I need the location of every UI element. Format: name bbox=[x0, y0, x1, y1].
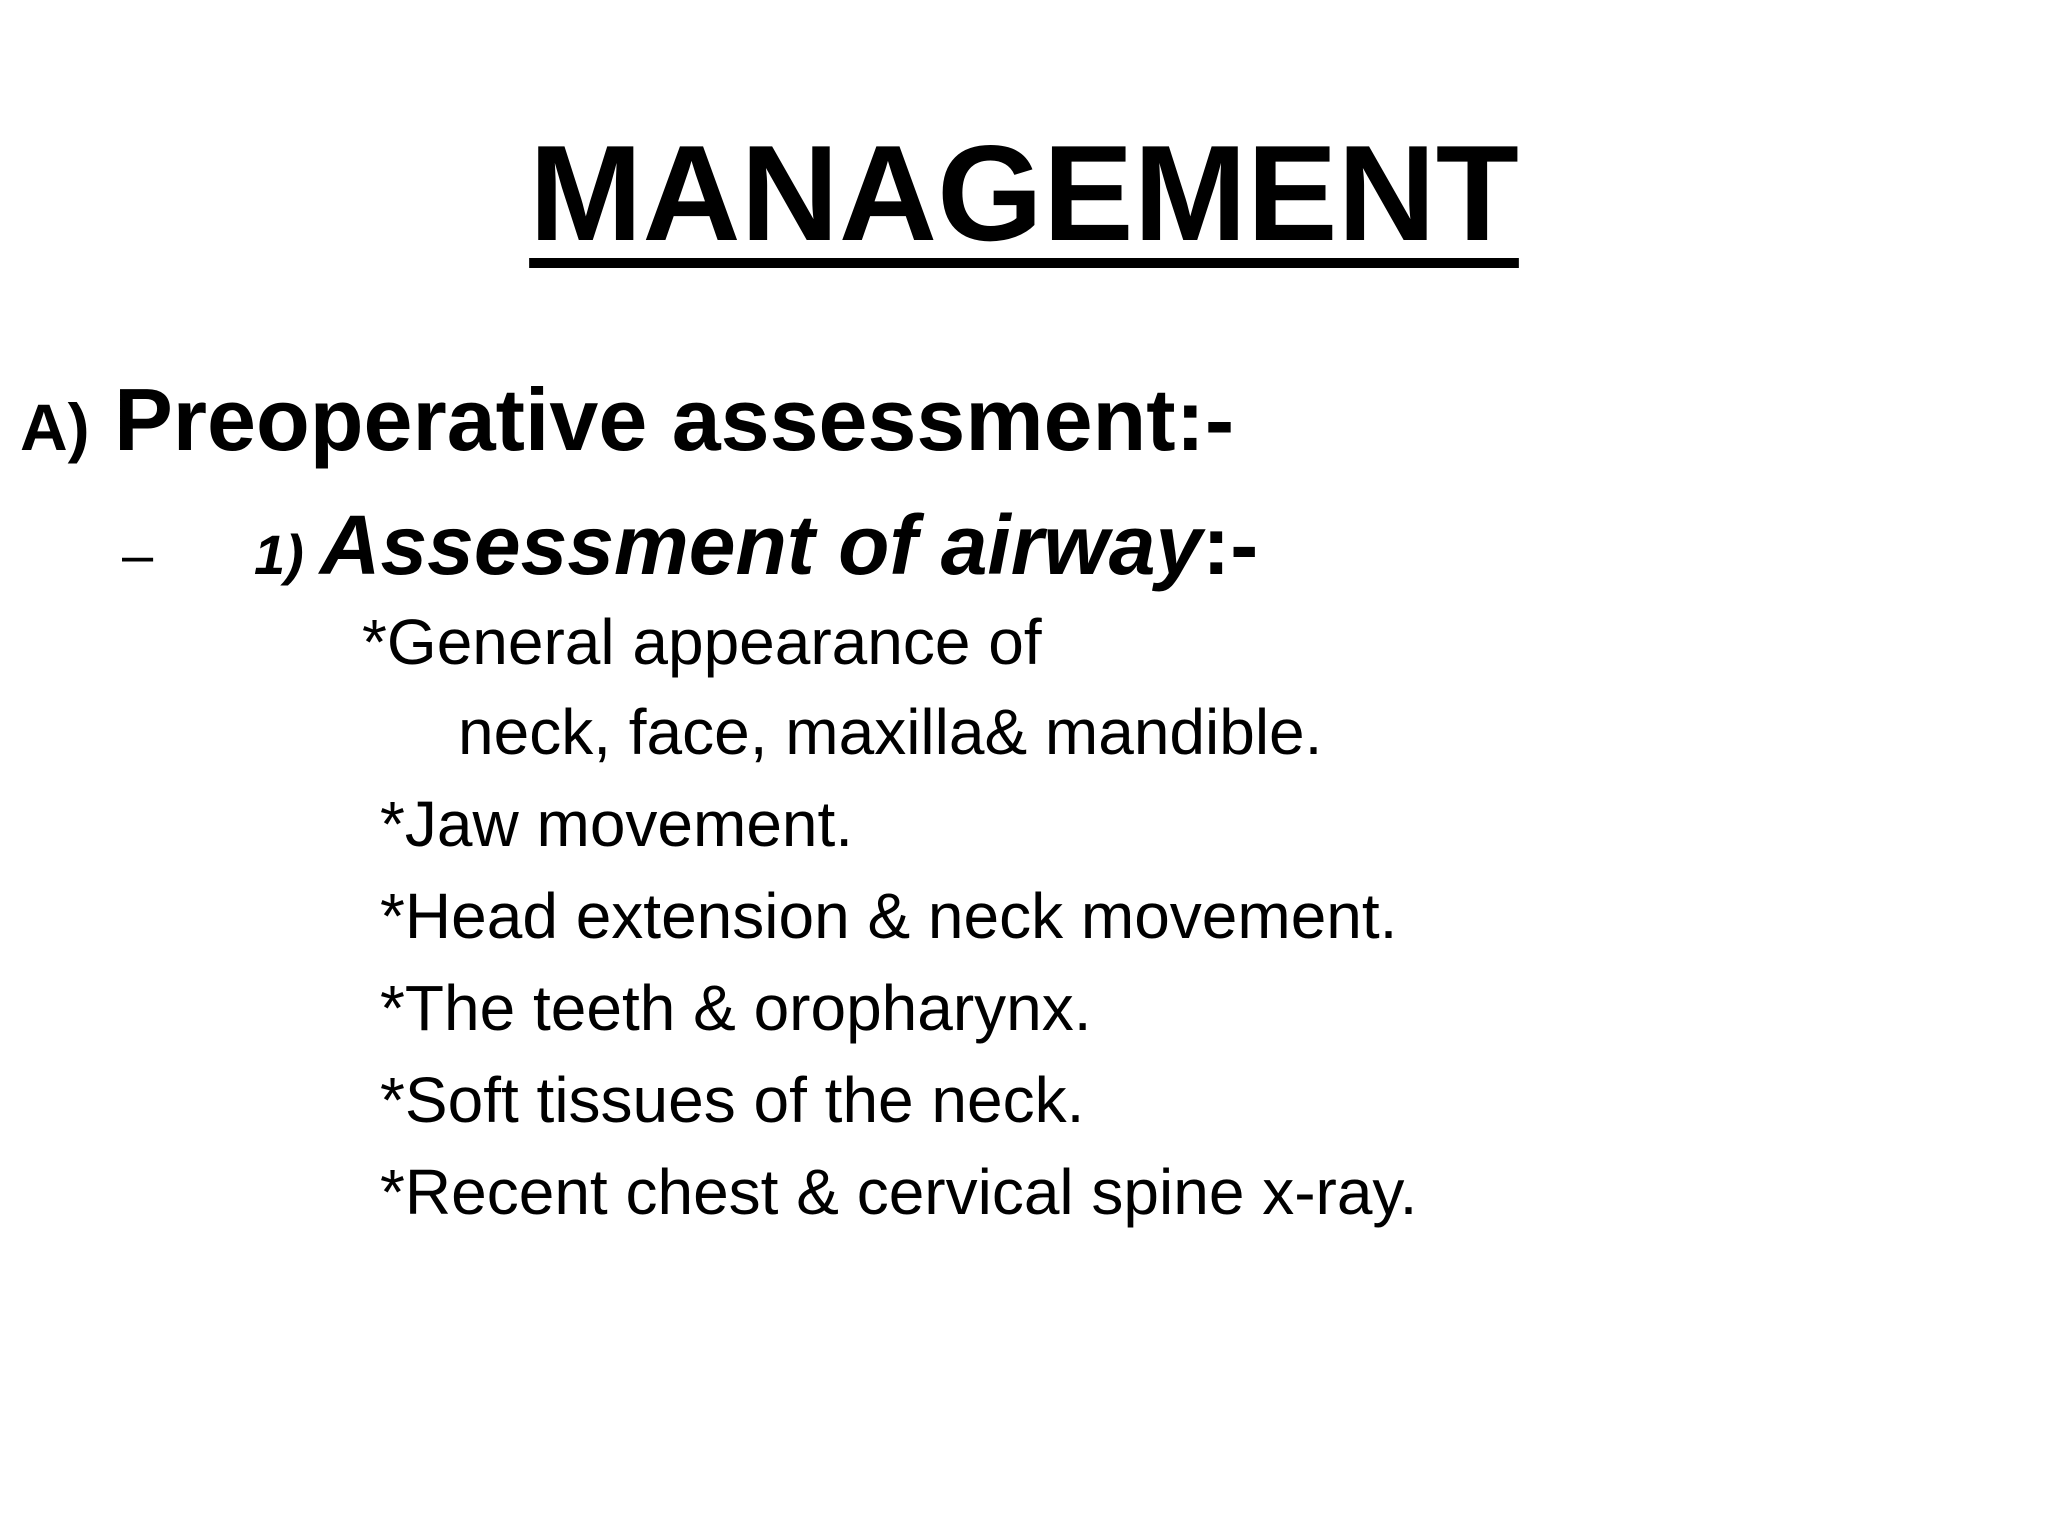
bullet-item: *General appearance of bbox=[362, 606, 1042, 678]
bullet-item: *Soft tissues of the neck. bbox=[380, 1064, 1085, 1136]
bullet-item: *Recent chest & cervical spine x-ray. bbox=[380, 1156, 1418, 1228]
bullet-item: *Head extension & neck movement. bbox=[380, 880, 1398, 952]
section-letter: A) bbox=[20, 390, 90, 464]
bullet-item: *Jaw movement. bbox=[380, 788, 854, 860]
bullet-item: *The teeth & oropharynx. bbox=[380, 972, 1092, 1044]
subsection-title: Assessment of airway bbox=[319, 498, 1203, 592]
section-text: Preoperative assessment:- bbox=[114, 370, 1235, 469]
section-heading bbox=[20, 370, 1234, 477]
subsection-heading bbox=[122, 495, 1258, 605]
slide-title: MANAGEMENT bbox=[529, 117, 1519, 269]
subsection-number: 1) bbox=[254, 523, 304, 586]
bullet-item-continuation: neck, face, maxilla& mandible. bbox=[458, 696, 1323, 768]
subsection-suffix: :- bbox=[1202, 498, 1259, 592]
subsection-dash: – bbox=[122, 523, 154, 586]
